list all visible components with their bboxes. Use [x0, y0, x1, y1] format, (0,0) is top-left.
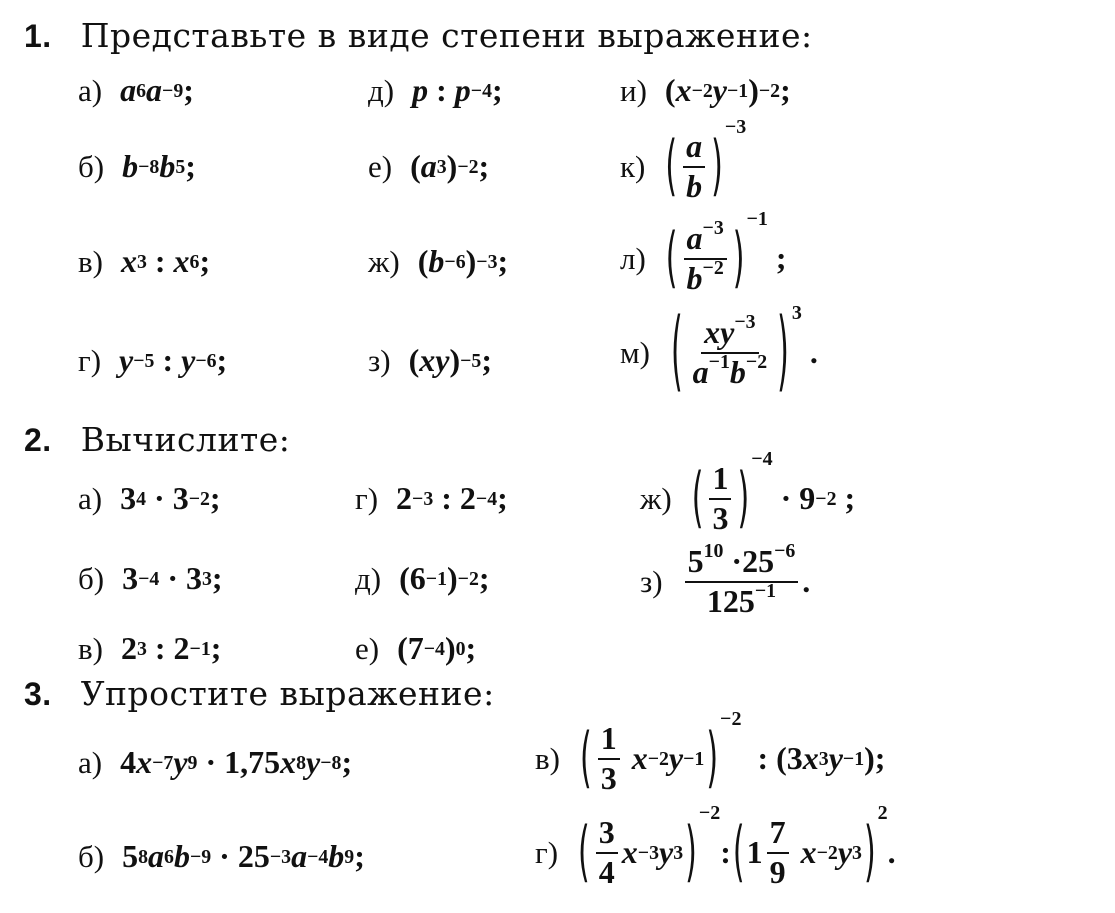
expression: 3 4 · 3 −2 ; — [120, 480, 221, 516]
task-1k — [620, 116, 747, 206]
expression: 2 −3 : 2 −4 ; — [396, 480, 508, 516]
section-number: 1. — [24, 18, 52, 54]
item-label: а) — [78, 744, 103, 780]
task-1z — [368, 342, 492, 379]
task-2b — [78, 560, 223, 597]
expression: ( a 3 ) −2 ; — [410, 148, 490, 184]
expression: ( xy ) −5 ; — [408, 342, 492, 378]
task-1a — [78, 72, 194, 109]
task-2g — [355, 480, 508, 517]
expression: ( $\frac{a^{-3}}{b^{-2}}$ ) −1 ; — [665, 208, 787, 298]
task-1zh — [368, 243, 508, 280]
item-label: и) — [620, 72, 647, 108]
task-2e — [355, 630, 476, 667]
item-label: з) — [368, 342, 391, 378]
item-label: е) — [368, 148, 393, 184]
expression: 5 8 a 6 b −9 · 25 −3 a −4 b 9 ; — [122, 838, 365, 874]
expression: ( $\frac{a}{b}$ ) −3 — [665, 116, 747, 206]
expression: (6 −1 ) −2 ; — [399, 560, 490, 596]
expression: b −8 b 5 ; — [122, 148, 196, 184]
task-1g — [78, 342, 227, 379]
item-label: д) — [368, 72, 395, 108]
item-label: г) — [535, 834, 559, 870]
expression: 2 3 : 2 −1 ; — [120, 630, 222, 666]
task-3g — [535, 802, 896, 892]
expression: (7 −4 ) 0 ; — [397, 630, 477, 666]
task-1v — [78, 243, 210, 280]
section-title: Представьте в виде степени выражение: — [80, 16, 813, 55]
item-label: з) — [640, 563, 663, 599]
item-label: м) — [620, 334, 650, 370]
expression: ( b −6 ) −3 ; — [417, 243, 509, 279]
section-title: Вычислите: — [80, 420, 291, 459]
task-3v — [535, 708, 886, 798]
section-3-heading — [24, 674, 495, 713]
task-2zh — [640, 448, 856, 538]
expression: p : p −4 ; — [412, 72, 503, 108]
task-1i — [620, 72, 791, 109]
item-label: л) — [620, 240, 646, 276]
task-1b — [78, 148, 196, 185]
task-1e — [368, 148, 489, 185]
task-1m — [620, 301, 818, 404]
expression: ( x −2 y −1 ) −2 ; — [664, 72, 791, 108]
item-label: б) — [78, 560, 105, 596]
task-1l — [620, 208, 787, 298]
item-label: г) — [355, 480, 379, 516]
section-1-heading — [24, 16, 813, 55]
section-number: 3. — [24, 676, 52, 712]
task-2z — [640, 540, 811, 619]
task-2v — [78, 630, 221, 667]
expression: a 6 a −9 ; — [120, 72, 194, 108]
task-1d — [368, 72, 503, 109]
task-2d — [355, 560, 490, 597]
item-label: б) — [78, 148, 105, 184]
expression: 3 −4 · 3 3 ; — [122, 560, 223, 596]
item-label: е) — [355, 630, 380, 666]
item-label: д) — [355, 560, 382, 596]
section-number: 2. — [24, 422, 52, 458]
section-2-heading — [24, 420, 290, 459]
item-label: в) — [535, 740, 560, 776]
expression: 4 x −7 y 9 · 1,75 x 8 y −8 ; — [120, 744, 353, 780]
expression: ( $\frac{1}{3}$ ) −4 · 9 −2 ; — [691, 448, 856, 538]
item-label: к) — [620, 148, 646, 184]
item-label: ж) — [368, 243, 400, 279]
section-title: Упростите выражение: — [80, 674, 495, 713]
task-2a — [78, 480, 221, 517]
expression: ( $\frac{1}{3}$ x −2 y −1 ) −2 : (3 x 3 y −1 ); — [579, 708, 886, 798]
item-label: ж) — [640, 480, 672, 516]
expression: y −5 : y −6 ; — [119, 342, 228, 378]
task-3a — [78, 744, 352, 781]
item-label: в) — [78, 243, 103, 279]
expression: ( $\frac{3}{4}$ x −3 y 3 ) −2 : ( 1 $\frac{7}{9}$ x −2 y 3 ) 2 . — [578, 802, 896, 892]
task-3b — [78, 838, 365, 875]
expression: x 3 : x 6 ; — [120, 243, 211, 279]
item-label: в) — [78, 630, 103, 666]
item-label: г) — [78, 342, 102, 378]
item-label: а) — [78, 72, 103, 108]
expression: $\frac{5^{10} \cdot 25^{-6}}{125^{-1}}$ . — [681, 545, 811, 618]
expression: ( $\frac{xy^{-3}}{a^{-1}b^{-2}}$ ) 3 . — [670, 301, 818, 404]
item-label: б) — [78, 838, 105, 874]
item-label: а) — [78, 480, 103, 516]
